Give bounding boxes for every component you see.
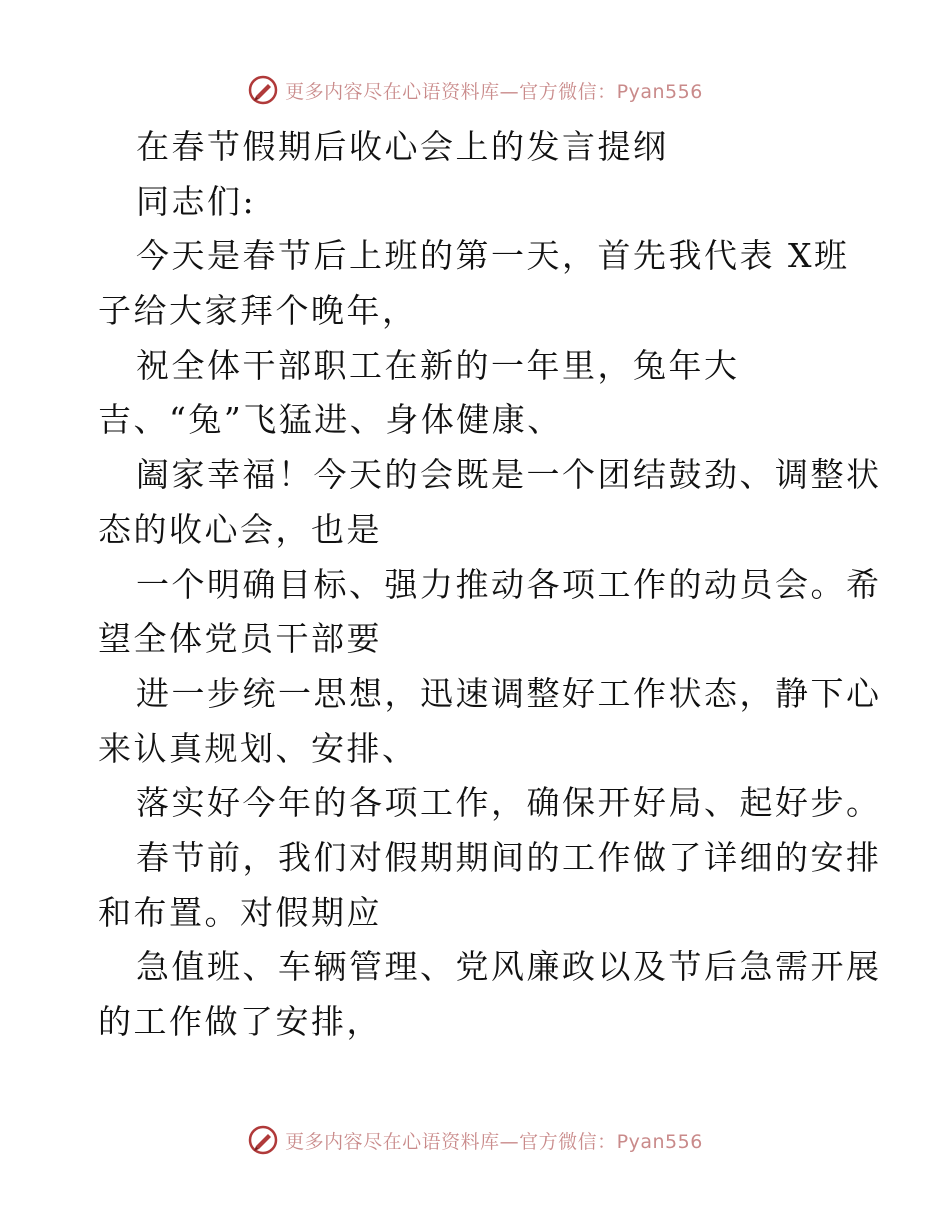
paragraph-line: 和布置。对假期应 (98, 892, 382, 932)
paragraph-line: 的工作做了安排， (98, 1002, 382, 1041)
footer-banner (0, 1120, 950, 1160)
paragraph-line: 来认真规划、安排、 (98, 728, 418, 768)
paragraph-line: 今天是春节后上班的第一天，首先我代表 X班 (136, 236, 850, 276)
document-body (98, 120, 882, 1050)
paragraph-line: 望全体党员干部要 (98, 619, 382, 659)
paragraph-line: 子给大家拜个晚年， (98, 291, 418, 331)
salutation: 同志们: (136, 181, 257, 221)
paragraph-line: 春节前，我们对假期期间的工作做了详细的安排 (136, 837, 882, 877)
pen-logo-icon (247, 74, 279, 106)
paragraph-line: 落实好今年的各项工作，确保开好局、起好步。 (136, 783, 882, 823)
paragraph-line: 一个明确目标、强力推动各项工作的动员会。希 (136, 564, 882, 604)
paragraph-line: 吉、“兔”飞猛进、身体健康、 (98, 400, 563, 440)
header-banner (0, 70, 950, 110)
document-title: 在春节假期后收心会上的发言提纲 (136, 127, 669, 166)
header-banner-text: 更多内容尽在心语资料库—官方微信：Pyan556 (285, 80, 703, 103)
footer-banner-text: 更多内容尽在心语资料库—官方微信：Pyan556 (285, 1130, 703, 1153)
pen-logo-icon (247, 1124, 279, 1156)
paragraph-line: 祝全体干部职工在新的一年里，兔年大 (136, 345, 740, 385)
paragraph-line: 态的收心会，也是 (98, 509, 382, 549)
paragraph-line: 阖家幸福！今天的会既是一个团结鼓劲、调整状 (136, 455, 882, 495)
paragraph-line: 进一步统一思想，迅速调整好工作状态，静下心 (136, 673, 882, 713)
paragraph-line: 急值班、车辆管理、党风廉政以及节后急需开展 (136, 947, 882, 987)
